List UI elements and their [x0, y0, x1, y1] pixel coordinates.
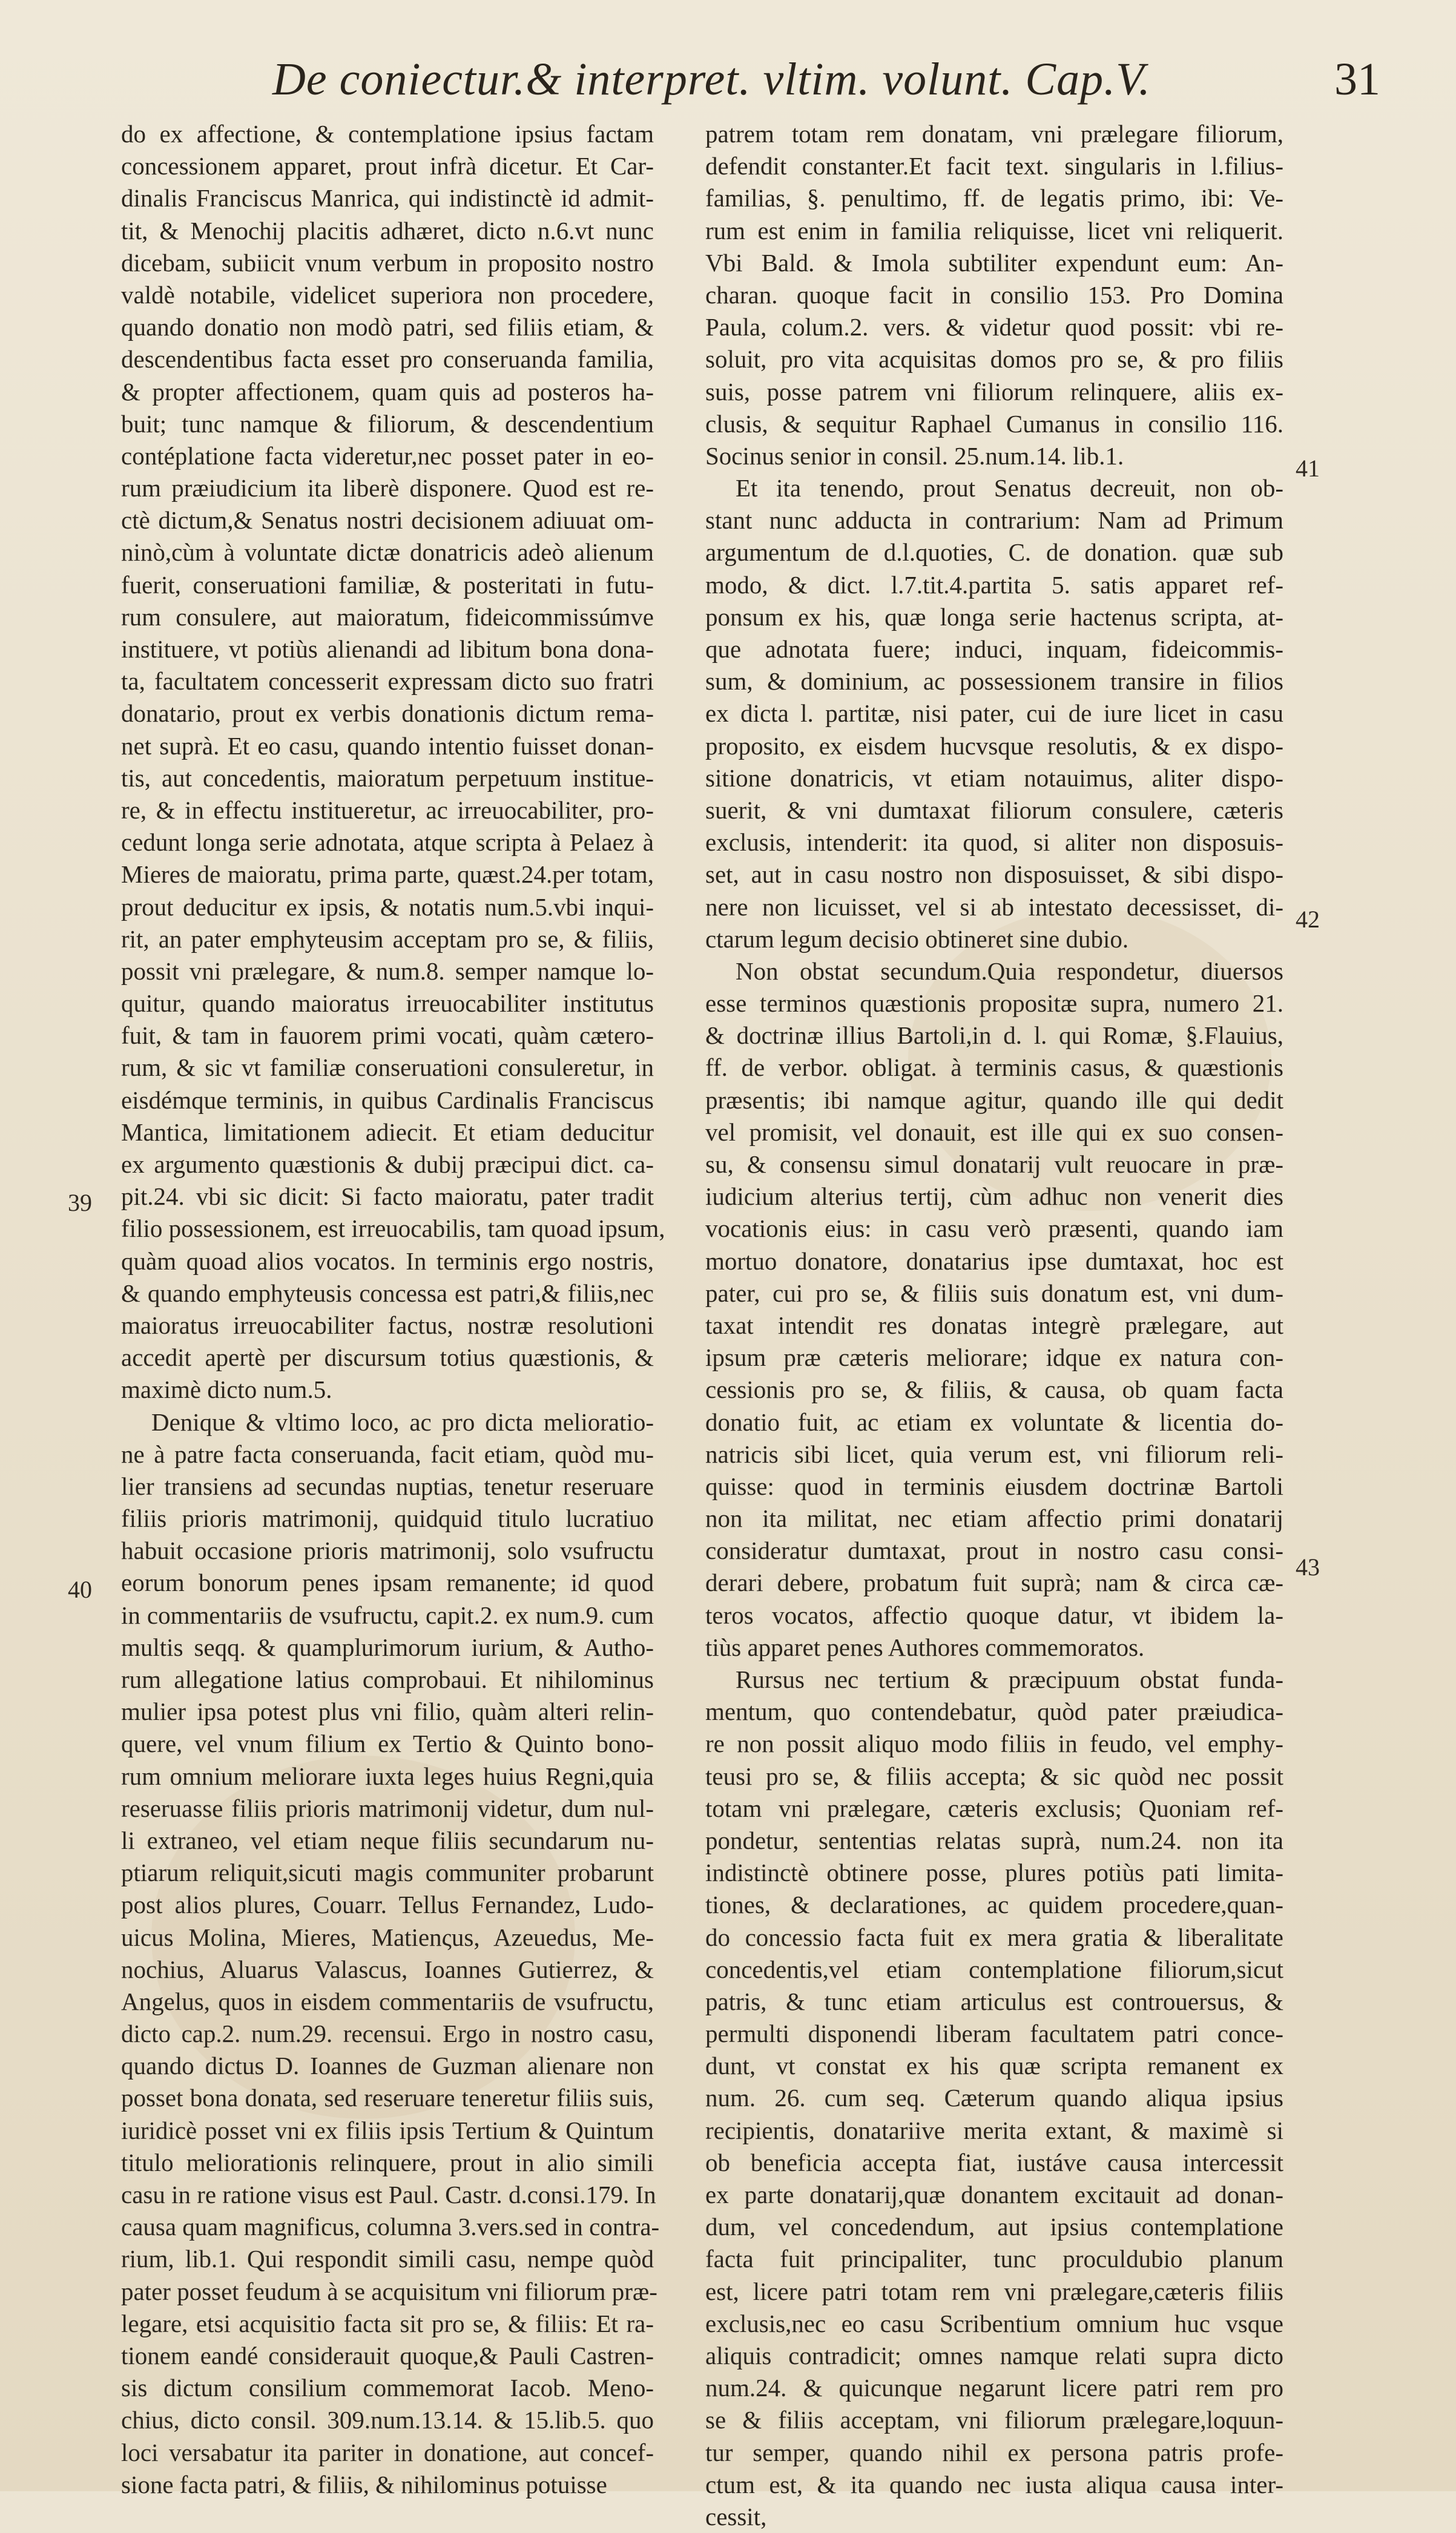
text-line: pondetur, sententias relatas suprà, num.24. non ita [705, 1826, 1283, 1854]
text-line: Non obstat secundum.Quia respondetur, diuersos [736, 957, 1283, 985]
text-line: titulo meliorationis relinquere, prout in alio simili [121, 2148, 654, 2176]
text-line: set, aut in casu nostro non disposuisset, & sibi dispo- [705, 860, 1283, 889]
text-line: donatio fuit, ac etiam ex voluntate & licentia do- [705, 1408, 1283, 1436]
text-line: teros vocatos, affectio quoque datur, vt ibidem la- [705, 1601, 1283, 1629]
text-line: iuridicè posset vni ex filiis ipsis Tertium & Quintum [121, 2116, 654, 2144]
text-line: ex dicta l. partitæ, nisi pater, cui de iure licet in casu [705, 699, 1283, 728]
text-line: aliquis contradicit; omnes namque relati supra dicto [705, 2341, 1283, 2370]
text-line: præsentis; ibi namque agitur, quando ille qui dedit [705, 1085, 1283, 1114]
text-line: tionem eandé considerauit quoque,& Pauli Castren- [121, 2341, 654, 2370]
text-line: patrem totam rem donatam, vni prælegare filiorum, [705, 120, 1283, 148]
text-line: do ex affectione, & contemplatione ipsius factam [121, 120, 654, 148]
text-line: rum præiudicium ita liberè disponere. Quod est re- [121, 474, 654, 502]
text-line: & quando emphyteusis concessa est patri,& filiis,nec [121, 1279, 654, 1307]
text-line: exclusis,nec eo casu Scribentium omnium huc vsque [705, 2309, 1283, 2337]
text-line: ta, facultatem concesserit expressam dicto suo fratri [121, 667, 654, 696]
text-line: ex parte donatarij,quæ donantem excitauit ad donan- [705, 2181, 1283, 2209]
text-line: fuit, & tam in fauorem primi vocati, quàm cætero- [121, 1021, 654, 1050]
text-line: uicus Molina, Mieres, Matienςus, Azeuedus, Me- [121, 1923, 654, 1951]
text-line: contéplatione facta videretur,nec posset pater in eo- [121, 441, 654, 470]
text-line: eorum bonorum penes ipsam remanente; id quod [121, 1569, 654, 1597]
text-line: sum, & dominium, ac possessionem transire in filios [705, 667, 1283, 696]
margin-number-39: 39 [68, 1189, 92, 1216]
text-line: instituere, vt potiùs alienandi ad libitum bona dona- [121, 635, 654, 663]
text-line: reseruasse filiis prioris matrimonij videtur, dum nul- [121, 1794, 654, 1822]
text-line: quàm quoad alios vocatos. In terminis ergo nostris, [121, 1247, 654, 1275]
text-line: dinalis Franciscus Manrica, qui indistinctè id admit- [121, 184, 654, 212]
text-line: stant nunc adducta in contrarium: Nam ad Primum [705, 506, 1283, 535]
text-line: non ita militat, nec etiam affectio primi donatarij [705, 1504, 1283, 1533]
text-line: Vbi Bald. & Imola subtiliter expendunt eum: An- [705, 248, 1283, 277]
margin-number-40: 40 [68, 1576, 92, 1603]
text-line: concessionem apparet, prout infrà dicetur. Et Car- [121, 152, 654, 180]
text-line: charan. quoque facit in consilio 153. Pro Domina [705, 280, 1283, 309]
text-line: Denique & vltimo loco, ac pro dicta melioratio- [151, 1408, 654, 1436]
text-line: mentum, quo contendebatur, quòd pater præiudica- [705, 1698, 1283, 1726]
running-head-title: De coniectur.& interpret. vltim. volunt. Cap.V. [272, 54, 1151, 105]
text-line: pit.24. vbi sic dicit: Si facto maioratu, pater tradit [121, 1182, 654, 1211]
text-line: taxat intendit res donatas integrè prælegare, aut [705, 1311, 1283, 1339]
text-line: tis, aut concedentis, maioratum perpetuum institue- [121, 763, 654, 792]
text-line: multis seqq. & quamplurimorum iurium, & Autho- [121, 1633, 654, 1661]
text-line: rum consulere, aut maioratum, fideicommissúmve [121, 602, 654, 631]
text-line: cedunt longa serie adnotata, atque scripta à Pelaez à [121, 828, 654, 857]
text-line: Mantica, limitationem adiecit. Et etiam deducitur [121, 1118, 654, 1146]
text-line: esse terminos quæstionis propositæ supra, numero 21. [705, 989, 1283, 1018]
text-line: Mieres de maioratu, prima parte, quæst.24.per totam, [121, 860, 654, 889]
text-line: suis, posse patrem vni filiorum relinquere, aliis ex- [705, 377, 1283, 406]
text-line: ipsum præ cæteris meliorare; idque ex natura con- [705, 1343, 1283, 1372]
text-line: modo, & dict. l.7.tit.4.partita 5. satis apparet ref- [705, 570, 1283, 599]
text-line: totam vni prælegare, cæteris exclusis; Quoniam ref- [705, 1794, 1283, 1822]
text-line: dum, vel concedendum, aut ipsius contemplatione [705, 2213, 1283, 2241]
text-line: indistinctè obtinere posse, plures potiùs pati limita- [705, 1859, 1283, 1887]
text-line: descendentibus facta esset pro conseruanda familia, [121, 345, 654, 374]
text-line: clusis, & sequitur Raphael Cumanus in consilio 116. [705, 409, 1283, 438]
text-line: ob beneficia accepta fiat, iustáve causa intercessit [705, 2148, 1283, 2176]
text-line: nere non licuisset, vel si ab intestato decessisset, di- [705, 892, 1283, 921]
text-line: iudicium alterius tertij, cùm adhuc non venerit dies [705, 1182, 1283, 1211]
text-line: concedentis,vel etiam contemplatione filiorum,sicut [705, 1955, 1283, 1983]
text-line: consideratur dumtaxat, prout in nostro casu consi- [705, 1537, 1283, 1565]
text-line: Socinus senior in consil. 25.num.14. lib.1. [705, 441, 1124, 470]
text-line: legare, etsi acquisitio facta sit pro se, & filiis: Et ra- [121, 2309, 654, 2337]
text-line: prout deducitur ex ipsis, & notatis num.5.vbi inqui- [121, 892, 654, 921]
right-column [705, 118, 1283, 2533]
text-line: ff. de verbor. obligat. à terminis casus, & quæstionis [705, 1053, 1283, 1082]
text-line: habuit occasione prioris matrimonij, solo vsufructu [121, 1537, 654, 1565]
text-line: proposito, ex eisdem hucvsque resolutis, & ex dispo- [705, 731, 1283, 760]
text-line: cessit, [705, 2502, 767, 2531]
text-line: possit vni prælegare, & num.8. semper namque lo- [121, 957, 654, 985]
text-line: natricis sibi licet, quia verum est, vni filiorum reli- [705, 1440, 1283, 1468]
text-line: quitur, quando maioratus irreuocabiliter institutus [121, 989, 654, 1018]
text-line: accedit apertè per discursum totius quæstionis, & [121, 1343, 654, 1372]
text-line: soluit, pro vita acquisitas domos pro se, & pro filiis [705, 345, 1283, 374]
text-line: buit; tunc namque & filiorum, & descendentium [121, 409, 654, 438]
text-line: ctè dictum,& Senatus nostri decisionem adiuuat om- [121, 506, 654, 535]
text-line: tit, & Menochij placitis adhæret, dicto n.6.vt nunc [121, 216, 654, 245]
text-line: rum, & sic vt familiæ conseruationi consuleretur, in [121, 1053, 654, 1082]
text-line: vocationis eius: in casu verò præsenti, quando iam [705, 1214, 1283, 1243]
text-line: mulier ipsa potest plus vni filio, quàm alteri relin- [121, 1698, 654, 1726]
margin-number-42: 42 [1296, 906, 1320, 933]
text-line: maximè dicto num.5. [121, 1375, 332, 1404]
text-line: sitione donatricis, vt etiam notauimus, aliter dispo- [705, 763, 1283, 792]
text-line: quando donatio non modò patri, sed filiis etiam, & [121, 313, 654, 341]
text-line: ne à patre facta conseruanda, facit etiam, quòd mu- [121, 1440, 654, 1468]
text-line: Rursus nec tertium & præcipuum obstat funda- [736, 1665, 1283, 1693]
left-column [121, 118, 665, 2501]
text-line: donatario, prout ex verbis donationis dictum rema- [121, 699, 654, 728]
text-line: & doctrinæ illius Bartoli,in d. l. qui Romæ, §.Flauius, [705, 1021, 1283, 1050]
text-line: net suprà. Et eo casu, quando intentio fuisset donan- [121, 731, 654, 760]
text-line: patris, & tunc etiam articulus est controuersus, & [705, 1987, 1283, 2015]
text-line: & propter affectionem, quam quis ad posteros ha- [121, 377, 654, 406]
text-line: causa quam magnificus, columna 3.vers.sed in contra- [121, 2213, 660, 2241]
text-line: suerit, & vni dumtaxat filiorum consulere, cæteris [705, 795, 1283, 824]
text-line: vel promisit, vel donauit, est ille qui ex suo consen- [705, 1118, 1283, 1146]
text-line: teusi pro se, & filiis accepta; & sic quòd nec possit [705, 1762, 1283, 1790]
text-line: post alios plures, Couarr. Tellus Fernandez, Ludo- [121, 1891, 654, 1919]
text-line: filio possessionem, est irreuocabilis, tam quoad ipsum, [121, 1214, 665, 1243]
text-line: tur semper, quando nihil ex persona patris profe- [705, 2438, 1283, 2466]
text-line: rum est enim in familia reliquisse, licet vni reliquerit. [705, 216, 1283, 245]
text-line: rum allegatione latius comprobaui. Et nihilominus [121, 1665, 654, 1693]
text-line: re non possit aliquo modo filiis in feudo, vel emphy- [705, 1730, 1283, 1758]
text-line: permulti disponendi liberam facultatem patri conce- [705, 2020, 1283, 2048]
text-line: pater, cui pro se, & filiis suis donatum est, vni dum- [705, 1279, 1283, 1307]
text-line: Angelus, quos in eisdem commentariis de vsufructu, [121, 1987, 654, 2015]
margin-number-43: 43 [1296, 1553, 1320, 1581]
text-line: mortuo donatore, donatarius ipse dumtaxat, hoc est [705, 1247, 1283, 1275]
text-line: nochius, Aluarus Valascus, Ioannes Gutierrez, & [121, 1955, 654, 1983]
text-line: quando dictus D. Ioannes de Guzman alienare non [121, 2052, 654, 2080]
text-line: quere, vel vnum filium ex Tertio & Quinto bono- [121, 1730, 654, 1758]
text-line: ex argumento quæstionis & dubij præcipui dict. ca- [121, 1150, 654, 1178]
text-line: sione facta patri, & filiis, & nihilominus potuisse [121, 2470, 607, 2498]
text-line: sis dictum consilium commemorat Iacob. Meno- [121, 2374, 654, 2402]
text-line: ponsum ex his, quæ longa serie hactenus scripta, at- [705, 602, 1283, 631]
text-line: defendit constanter.Et facit text. singularis in l.filius- [705, 152, 1283, 180]
text-line: rit, an pater emphyteusim acceptam pro se, & filiis, [121, 924, 654, 953]
text-line: facta fuit principaliter, tunc proculdubio planum [705, 2245, 1283, 2273]
text-line: derari debere, probatum fuit suprà; nam & circa cæ- [705, 1569, 1283, 1597]
text-line: casu in re ratione visus est Paul. Castr. d.consi.179. In [121, 2181, 656, 2209]
text-line: loci versabatur ita pariter in donatione, aut concef- [121, 2438, 654, 2466]
text-line: lier transiens ad secundas nuptias, tenetur reseruare [121, 1472, 654, 1500]
text-line: dicto cap.2. num.29. recensui. Ergo in nostro casu, [121, 2020, 654, 2048]
text-line: familias, §. penultimo, ff. de legatis primo, ibi: Ve- [705, 184, 1283, 212]
text-line: pater posset feudum à se acquisitum vni filiorum præ- [121, 2277, 657, 2305]
text-line: quisse: quod in terminis eiusdem doctrinæ Bartoli [705, 1472, 1283, 1500]
text-line: tiones, & declarationes, ac quidem procedere,quan- [705, 1891, 1283, 1919]
text-line: se & filiis acceptam, vni filiorum prælegare,loquun- [705, 2406, 1283, 2434]
text-line: Et ita tenendo, prout Senatus decreuit, non ob- [736, 474, 1283, 502]
text-line: in commentariis de vsufructu, capit.2. ex num.9. cum [121, 1601, 654, 1629]
margin-number-41: 41 [1296, 455, 1320, 482]
text-line: dicebam, subiicit vnum verbum in proposito nostro [121, 248, 654, 277]
text-line: ptiarum reliquit,sicuti magis communiter probarunt [121, 1859, 654, 1887]
text-line: filiis prioris matrimonij, quidquid titulo lucratiuo [121, 1504, 654, 1533]
text-line: maioratus irreuocabiliter factus, nostræ resolutioni [121, 1311, 654, 1339]
page-number: 31 [1334, 54, 1380, 105]
text-line: su, & consensu simul donatarij vult reuocare in præ- [705, 1150, 1283, 1178]
text-line: fuerit, conseruationi familiæ, & posteritati in futu- [121, 570, 654, 599]
text-line: exclusis, intenderit: ita quod, si aliter non disposuis- [705, 828, 1283, 857]
text-line: cessionis pro se, & filiis, & causa, ob quam facta [705, 1375, 1283, 1404]
text-line: que adnotata fuere; induci, inquam, fideicommis- [705, 635, 1283, 663]
text-line: li extraneo, vel etiam neque filiis secundarum nu- [121, 1826, 654, 1854]
text-line: tiùs apparet penes Authores commemoratos. [705, 1633, 1145, 1661]
text-line: ctum est, & ita quando nec iusta aliqua causa inter- [705, 2470, 1283, 2498]
text-line: recipientis, donatariive merita extant, & maximè si [705, 2116, 1283, 2144]
text-line: eisdémque terminis, in quibus Cardinalis Franciscus [121, 1085, 654, 1114]
running-head [272, 53, 1380, 108]
text-line: num. 26. cum seq. Cæterum quando aliqua ipsius [705, 2084, 1283, 2112]
text-line: do concessio facta fuit ex mera gratia & liberalitate [705, 1923, 1283, 1951]
text-line: rum omnium meliorare iuxta leges huius Regni,quia [121, 1762, 654, 1790]
text-line: est, licere patri totam rem vni prælegare,cæteris filiis [705, 2277, 1283, 2305]
text-line: ninò,cùm à voluntate dictæ donatricis adeò alienum [121, 538, 654, 567]
text-line: argumentum de d.l.quoties, C. de donation. quæ sub [705, 538, 1283, 567]
text-line: chius, dicto consil. 309.num.13.14. & 15.lib.5. quo [121, 2406, 654, 2434]
text-line: rium, lib.1. Qui respondit simili casu, nempe quòd [121, 2245, 654, 2273]
text-line: ctarum legum decisio obtineret sine dubio. [705, 924, 1129, 953]
text-line: dunt, vt constat ex his quæ scripta remanent ex [705, 2052, 1283, 2080]
text-line: re, & in effectu institueretur, ac irreuocabiliter, pro- [121, 795, 654, 824]
text-line: num.24. & quicunque negarunt licere patri rem pro [705, 2374, 1283, 2402]
text-line: Paula, colum.2. vers. & videtur quod possit: vbi re- [705, 313, 1283, 341]
text-line: posset bona donata, sed reseruare teneretur filiis suis, [121, 2084, 654, 2112]
text-line: valdè notabile, videlicet superiora non procedere, [121, 280, 654, 309]
